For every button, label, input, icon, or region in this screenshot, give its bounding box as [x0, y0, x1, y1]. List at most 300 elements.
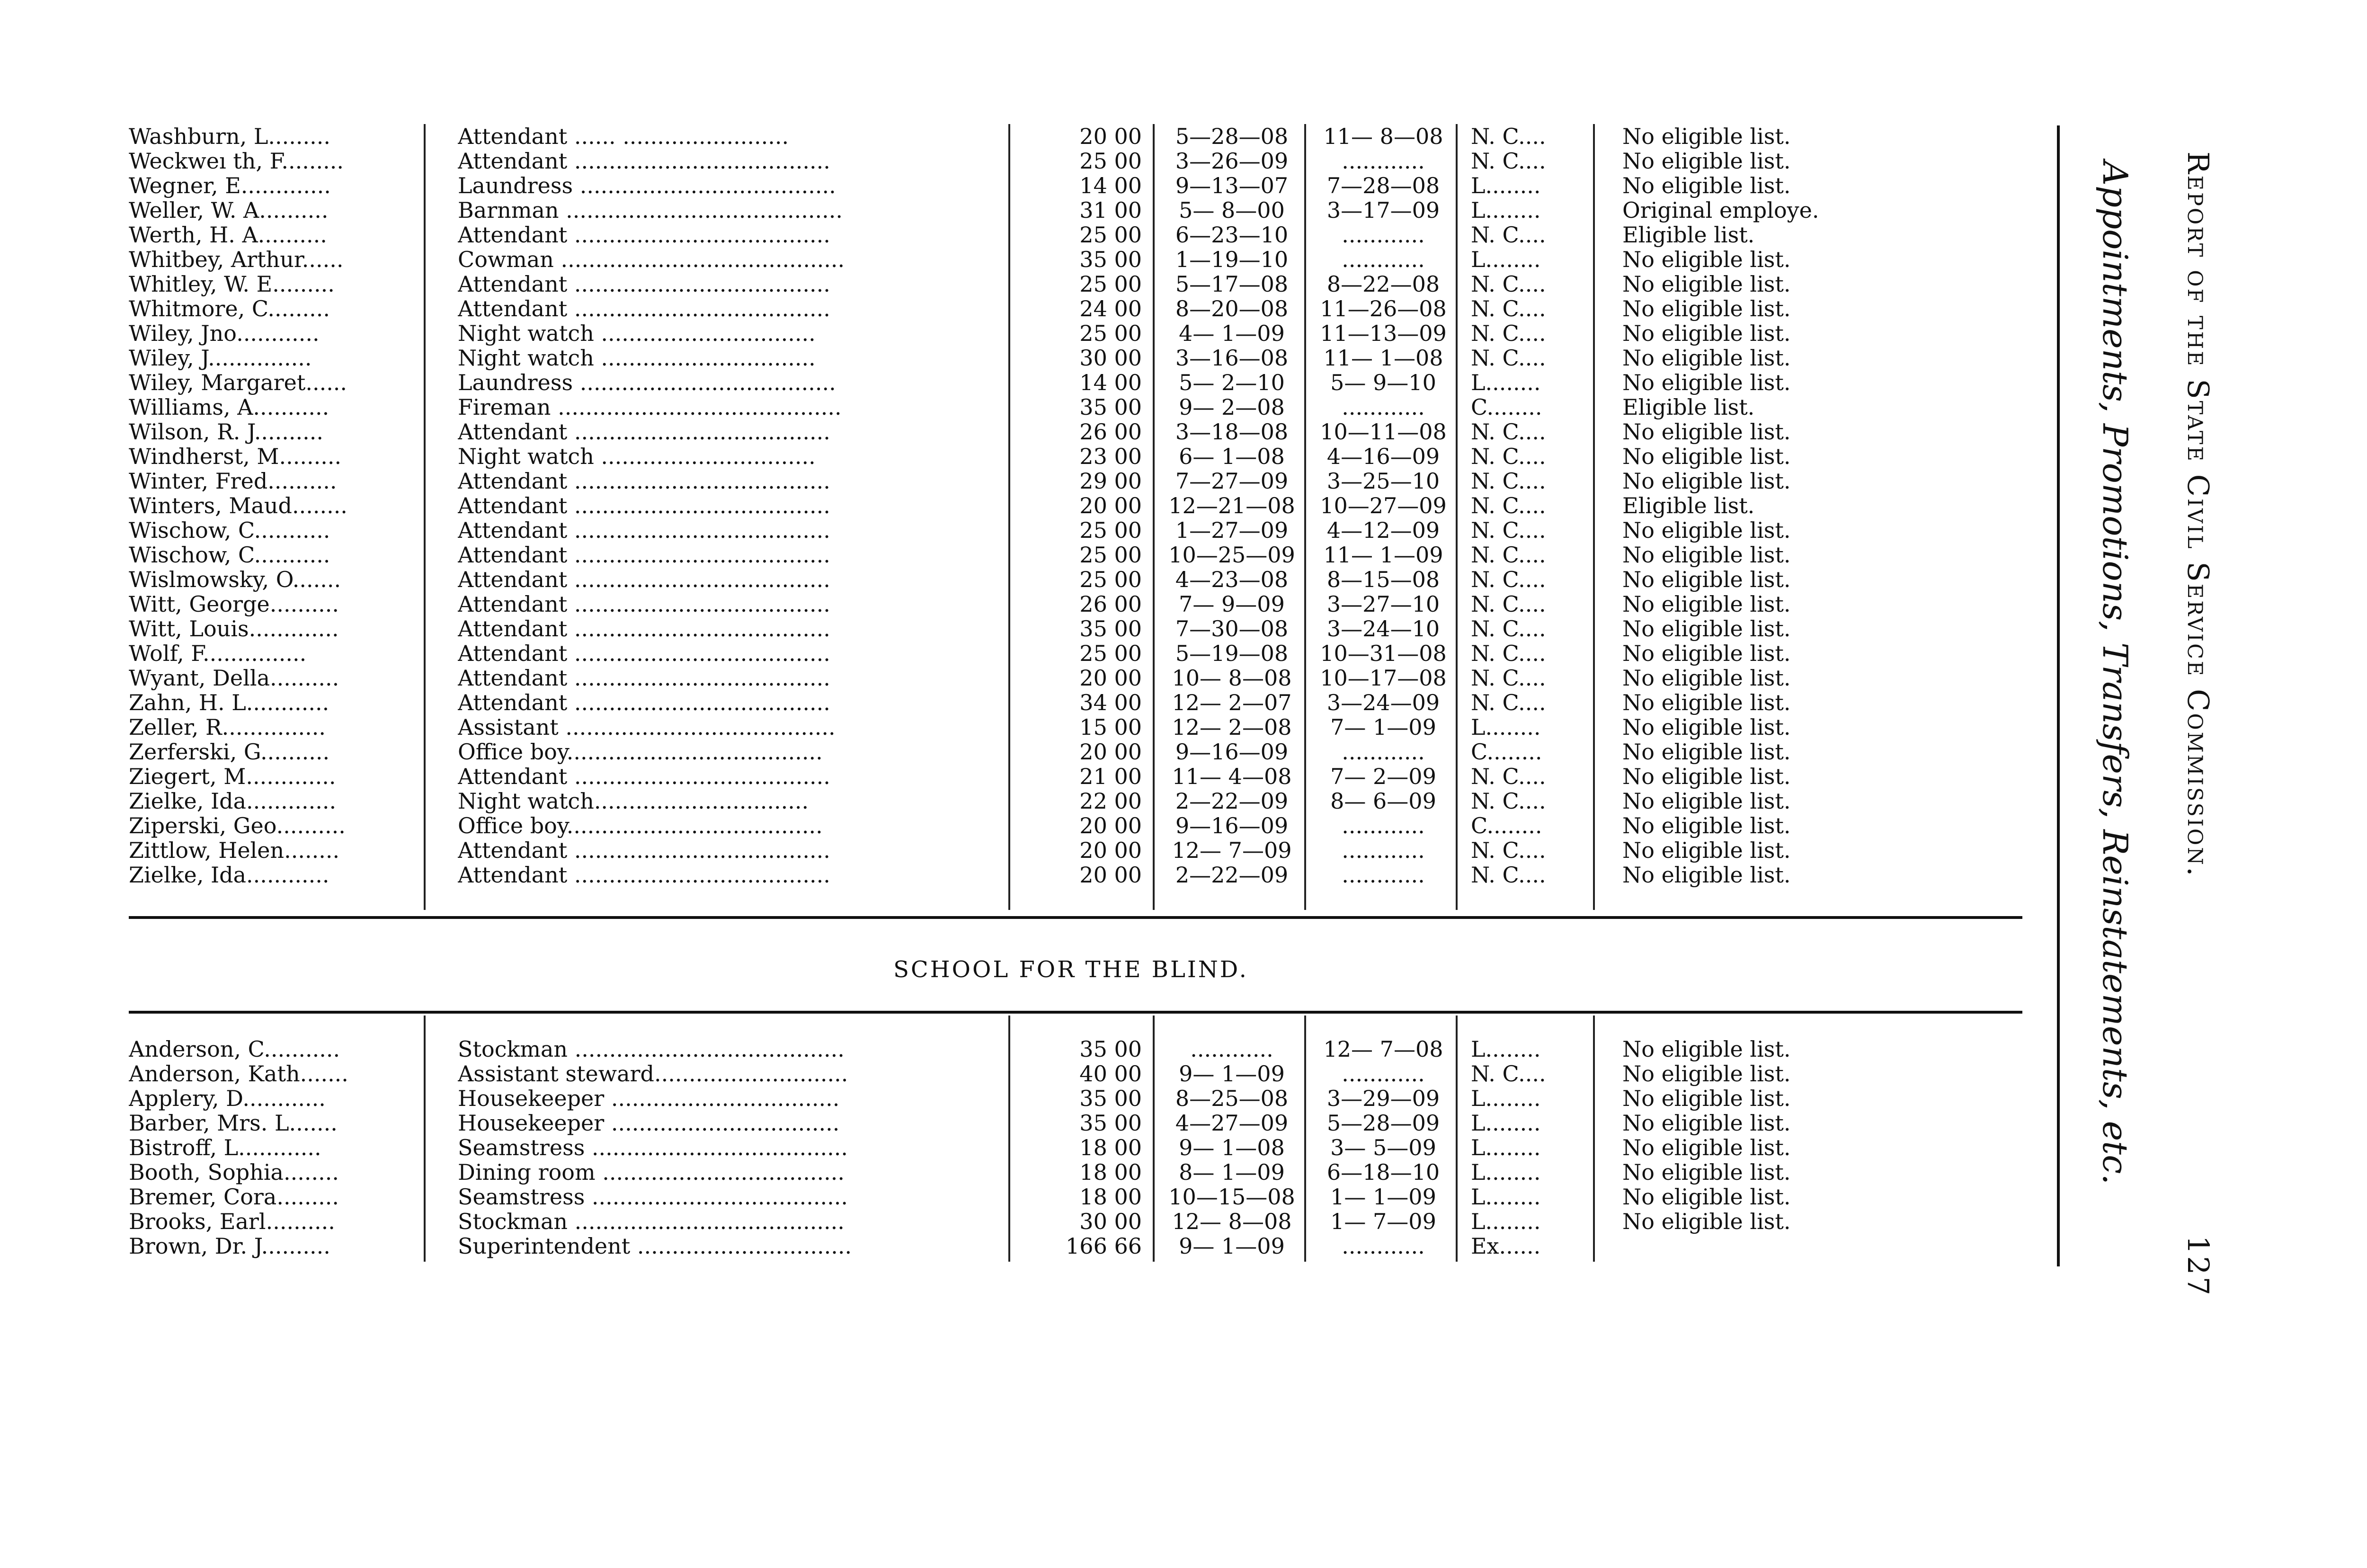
appointment-date-cell: 5—28—08: [1175, 124, 1289, 149]
employee-name-cell: Zittlow, Helen........: [129, 838, 340, 863]
remarks-cell: Eligible list.: [1622, 395, 1755, 419]
table-row: [124, 124, 2018, 149]
employee-name-cell: Whitbey, Arthur......: [129, 247, 344, 272]
table-row: [124, 1209, 2018, 1234]
position-cell: Housekeeper .................................: [458, 1111, 840, 1135]
employee-name-cell: Wolf, F...............: [129, 641, 307, 666]
appointment-date-cell: 1—19—10: [1175, 247, 1289, 272]
position-cell: Laundress .....................................: [458, 370, 836, 395]
appointment-date-cell: 7— 9—09: [1179, 592, 1285, 616]
status-code-cell: L........: [1471, 1160, 1541, 1185]
status-code-cell: N. C....: [1471, 838, 1546, 863]
salary-cell: 14 00: [1079, 370, 1142, 395]
separation-date-cell: 8—15—08: [1326, 567, 1440, 592]
table-row: [124, 419, 2018, 444]
remarks-cell: No eligible list.: [1622, 764, 1791, 789]
salary-cell: 35 00: [1079, 616, 1142, 641]
position-cell: Cowman .........................................: [458, 247, 845, 272]
status-code-cell: L........: [1471, 1209, 1541, 1234]
employee-name-cell: Weller, W. A..........: [129, 198, 329, 223]
separation-date-cell: ............: [1342, 247, 1425, 272]
status-code-cell: N. C....: [1471, 1061, 1546, 1086]
status-code-cell: L........: [1471, 1037, 1541, 1061]
appointment-date-cell: 4—23—08: [1175, 567, 1289, 592]
employee-name-cell: Zielke, Ida.............: [129, 789, 337, 813]
employee-name-cell: Wislmowsky, O.......: [129, 567, 341, 592]
position-cell: Fireman .........................................: [458, 395, 842, 419]
column-rule: [424, 124, 426, 910]
employee-name-cell: Washburn, L.........: [129, 124, 331, 149]
position-cell: Attendant .....................................: [458, 592, 830, 616]
appointment-date-cell: 3—26—09: [1175, 149, 1289, 173]
status-code-cell: L........: [1471, 370, 1541, 395]
employee-name-cell: Anderson, Kath.......: [129, 1061, 348, 1086]
remarks-cell: No eligible list.: [1622, 272, 1791, 296]
salary-cell: 20 00: [1079, 838, 1142, 863]
column-rule: [1008, 1016, 1010, 1262]
separation-date-cell: 3—27—10: [1326, 592, 1440, 616]
position-cell: Laundress .....................................: [458, 173, 836, 198]
position-cell: Attendant .....................................: [458, 149, 830, 173]
table-row: [124, 1234, 2018, 1258]
remarks-cell: No eligible list.: [1622, 1160, 1791, 1185]
separation-date-cell: 8— 6—09: [1330, 789, 1436, 813]
separation-date-cell: ............: [1342, 395, 1425, 419]
table-row: [124, 592, 2018, 616]
employee-name-cell: Zeller, R...............: [129, 715, 326, 739]
column-rule: [1593, 1016, 1595, 1262]
appointment-date-cell: 10—15—08: [1168, 1185, 1295, 1209]
table-row: [124, 641, 2018, 666]
table-row: [124, 1061, 2018, 1086]
appointment-date-cell: 6— 1—08: [1179, 444, 1285, 469]
appointment-date-cell: 3—16—08: [1175, 346, 1289, 370]
appointment-date-cell: 12— 2—08: [1172, 715, 1292, 739]
position-cell: Night watch ...............................: [458, 321, 816, 346]
position-cell: Stockman .......................................: [458, 1037, 845, 1061]
status-code-cell: N. C....: [1471, 469, 1546, 493]
remarks-cell: No eligible list.: [1622, 1209, 1791, 1234]
separation-date-cell: ............: [1342, 739, 1425, 764]
position-cell: Attendant .....................................: [458, 419, 830, 444]
remarks-cell: No eligible list.: [1622, 296, 1791, 321]
status-code-cell: C........: [1471, 739, 1542, 764]
table-row: [124, 518, 2018, 543]
separation-date-cell: 3—25—10: [1326, 469, 1440, 493]
salary-cell: 25 00: [1079, 321, 1142, 346]
employee-name-cell: Booth, Sophia........: [129, 1160, 339, 1185]
salary-cell: 25 00: [1079, 567, 1142, 592]
status-code-cell: L........: [1471, 1185, 1541, 1209]
salary-cell: 34 00: [1079, 690, 1142, 715]
appointment-date-cell: 2—22—09: [1175, 863, 1289, 887]
remarks-cell: No eligible list.: [1622, 444, 1791, 469]
appointment-date-cell: ............: [1190, 1037, 1273, 1061]
appointment-date-cell: 10— 8—08: [1172, 666, 1292, 690]
remarks-cell: No eligible list.: [1622, 321, 1791, 346]
column-rule: [1304, 1016, 1306, 1262]
salary-cell: 20 00: [1079, 124, 1142, 149]
status-code-cell: N. C....: [1471, 543, 1546, 567]
status-code-cell: N. C....: [1471, 124, 1546, 149]
appointment-date-cell: 5— 2—10: [1179, 370, 1285, 395]
employee-name-cell: Whitmore, C.........: [129, 296, 330, 321]
remarks-cell: No eligible list.: [1622, 543, 1791, 567]
employee-name-cell: Wischow, C...........: [129, 543, 330, 567]
status-code-cell: N. C....: [1471, 863, 1546, 887]
table-row: [124, 444, 2018, 469]
position-cell: Office boy.....................................: [458, 813, 823, 838]
employee-name-cell: Wiley, Margaret......: [129, 370, 347, 395]
salary-cell: 14 00: [1079, 173, 1142, 198]
appointment-date-cell: 9— 1—09: [1179, 1061, 1285, 1086]
status-code-cell: N. C....: [1471, 272, 1546, 296]
status-code-cell: L........: [1471, 173, 1541, 198]
appointments-table-main: [124, 124, 2018, 887]
table-row: [124, 1037, 2018, 1061]
remarks-cell: No eligible list.: [1622, 124, 1791, 149]
running-subtitle: Appointments, Promotions, Transfers, Reinstatements, etc.: [2095, 161, 2135, 1185]
salary-cell: 25 00: [1079, 641, 1142, 666]
column-rule: [1153, 1016, 1155, 1262]
employee-name-cell: Wegner, E.............: [129, 173, 331, 198]
table-row: [124, 1086, 2018, 1111]
position-cell: Night watch...............................: [458, 789, 809, 813]
employee-name-cell: Zerferski, G..........: [129, 739, 330, 764]
column-rule: [1304, 124, 1306, 910]
remarks-cell: No eligible list.: [1622, 1086, 1791, 1111]
position-cell: Housekeeper .................................: [458, 1086, 840, 1111]
salary-cell: 24 00: [1079, 296, 1142, 321]
table-row: [124, 616, 2018, 641]
remarks-cell: No eligible list.: [1622, 518, 1791, 543]
employee-name-cell: Ziperski, Geo..........: [129, 813, 346, 838]
separation-date-cell: 1— 1—09: [1330, 1185, 1436, 1209]
position-cell: Attendant .....................................: [458, 641, 830, 666]
separation-date-cell: 10—27—09: [1320, 493, 1447, 518]
remarks-cell: No eligible list.: [1622, 419, 1791, 444]
appointment-date-cell: 9— 1—09: [1179, 1234, 1285, 1258]
appointment-date-cell: 8—20—08: [1175, 296, 1289, 321]
position-cell: Barnman ........................................: [458, 198, 843, 223]
separation-date-cell: ............: [1342, 813, 1425, 838]
position-cell: Attendant .....................................: [458, 616, 830, 641]
appointment-date-cell: 7—27—09: [1175, 469, 1289, 493]
appointment-date-cell: 4—27—09: [1175, 1111, 1289, 1135]
status-code-cell: N. C....: [1471, 666, 1546, 690]
status-code-cell: N. C....: [1471, 419, 1546, 444]
remarks-cell: No eligible list.: [1622, 149, 1791, 173]
table-row: [124, 321, 2018, 346]
position-cell: Attendant .....................................: [458, 518, 830, 543]
table-row: [124, 1135, 2018, 1160]
position-cell: Attendant ...... ........................: [458, 124, 789, 149]
table-row: [124, 247, 2018, 272]
position-cell: Attendant .....................................: [458, 764, 830, 789]
employee-name-cell: Brooks, Earl..........: [129, 1209, 335, 1234]
salary-cell: 30 00: [1079, 346, 1142, 370]
employee-name-cell: Ziegert, M.............: [129, 764, 336, 789]
table-row: [124, 296, 2018, 321]
appointment-date-cell: 6—23—10: [1175, 223, 1289, 247]
status-code-cell: C........: [1471, 395, 1542, 419]
position-cell: Attendant .....................................: [458, 690, 830, 715]
separation-date-cell: 10—17—08: [1320, 666, 1447, 690]
section-title: SCHOOL FOR THE BLIND.: [893, 956, 1248, 983]
status-code-cell: N. C....: [1471, 149, 1546, 173]
table-row: [124, 863, 2018, 887]
remarks-cell: No eligible list.: [1622, 863, 1791, 887]
table-row: [124, 1160, 2018, 1185]
appointment-date-cell: 3—18—08: [1175, 419, 1289, 444]
column-rule: [1008, 124, 1010, 910]
separation-date-cell: ............: [1342, 838, 1425, 863]
status-code-cell: Ex......: [1471, 1234, 1541, 1258]
separation-date-cell: 12— 7—08: [1323, 1037, 1443, 1061]
table-row: [124, 469, 2018, 493]
appointment-date-cell: 9—13—07: [1175, 173, 1289, 198]
appointment-date-cell: 9—16—09: [1175, 739, 1289, 764]
status-code-cell: N. C....: [1471, 444, 1546, 469]
table-row: [124, 223, 2018, 247]
appointment-date-cell: 12— 7—09: [1172, 838, 1292, 863]
salary-cell: 20 00: [1079, 666, 1142, 690]
table-row: [124, 395, 2018, 419]
separation-date-cell: ............: [1342, 149, 1425, 173]
table-row: [124, 149, 2018, 173]
salary-cell: 26 00: [1079, 419, 1142, 444]
position-cell: Superintendent ...............................: [458, 1234, 852, 1258]
separation-date-cell: 3—29—09: [1326, 1086, 1440, 1111]
employee-name-cell: Wiley, Jno............: [129, 321, 320, 346]
status-code-cell: L........: [1471, 715, 1541, 739]
remarks-cell: No eligible list.: [1622, 370, 1791, 395]
appointment-date-cell: 10—25—09: [1168, 543, 1295, 567]
table-row: [124, 838, 2018, 863]
column-rule: [1456, 124, 1458, 910]
appointment-date-cell: 9— 1—08: [1179, 1135, 1285, 1160]
status-code-cell: N. C....: [1471, 518, 1546, 543]
remarks-cell: No eligible list.: [1622, 346, 1791, 370]
status-code-cell: C........: [1471, 813, 1542, 838]
table-row: [124, 666, 2018, 690]
salary-cell: 21 00: [1079, 764, 1142, 789]
salary-cell: 25 00: [1079, 223, 1142, 247]
table-row: [124, 1185, 2018, 1209]
status-code-cell: N. C....: [1471, 321, 1546, 346]
remarks-cell: No eligible list.: [1622, 813, 1791, 838]
table-row: [124, 272, 2018, 296]
status-code-cell: L........: [1471, 1111, 1541, 1135]
position-cell: Attendant .....................................: [458, 567, 830, 592]
separation-date-cell: 11— 1—08: [1323, 346, 1443, 370]
salary-cell: 31 00: [1079, 198, 1142, 223]
separation-date-cell: 7— 1—09: [1330, 715, 1436, 739]
table-row: [124, 715, 2018, 739]
table-row: [124, 789, 2018, 813]
separation-date-cell: ............: [1342, 863, 1425, 887]
position-cell: Attendant .....................................: [458, 469, 830, 493]
salary-cell: 20 00: [1079, 493, 1142, 518]
salary-cell: 18 00: [1079, 1135, 1142, 1160]
remarks-cell: No eligible list.: [1622, 715, 1791, 739]
position-cell: Attendant .....................................: [458, 543, 830, 567]
separation-date-cell: 4—16—09: [1326, 444, 1440, 469]
appointment-date-cell: 8—25—08: [1175, 1086, 1289, 1111]
status-code-cell: N. C....: [1471, 690, 1546, 715]
remarks-cell: No eligible list.: [1622, 739, 1791, 764]
employee-name-cell: Wyant, Della..........: [129, 666, 339, 690]
salary-cell: 35 00: [1079, 247, 1142, 272]
table-row: [124, 543, 2018, 567]
position-cell: Attendant .....................................: [458, 223, 830, 247]
remarks-cell: No eligible list.: [1622, 616, 1791, 641]
employee-name-cell: Williams, A...........: [129, 395, 329, 419]
position-cell: Attendant .....................................: [458, 838, 830, 863]
separation-date-cell: 5—28—09: [1326, 1111, 1440, 1135]
salary-cell: 20 00: [1079, 813, 1142, 838]
appointment-date-cell: 1—27—09: [1175, 518, 1289, 543]
appointment-date-cell: 4— 1—09: [1179, 321, 1285, 346]
section-rule-bottom: [129, 1011, 2022, 1014]
position-cell: Attendant .....................................: [458, 493, 830, 518]
status-code-cell: N. C....: [1471, 592, 1546, 616]
status-code-cell: L........: [1471, 198, 1541, 223]
separation-date-cell: 4—12—09: [1326, 518, 1440, 543]
separation-date-cell: 11—26—08: [1320, 296, 1447, 321]
table-row: [124, 198, 2018, 223]
remarks-cell: No eligible list.: [1622, 1061, 1791, 1086]
section-rule-top: [129, 916, 2022, 919]
position-cell: Attendant .....................................: [458, 666, 830, 690]
remarks-cell: No eligible list.: [1622, 641, 1791, 666]
status-code-cell: N. C....: [1471, 567, 1546, 592]
position-cell: Night watch ...............................: [458, 346, 816, 370]
employee-name-cell: Witt, George..........: [129, 592, 339, 616]
table-row: [124, 1111, 2018, 1135]
position-cell: Assistant steward............................: [458, 1061, 848, 1086]
column-rule: [1456, 1016, 1458, 1262]
column-rule: [424, 1016, 426, 1262]
position-cell: Office boy.....................................: [458, 739, 823, 764]
separation-date-cell: 5— 9—10: [1330, 370, 1436, 395]
appointment-date-cell: 8— 1—09: [1179, 1160, 1285, 1185]
separation-date-cell: 6—18—10: [1326, 1160, 1440, 1185]
status-code-cell: L........: [1471, 1135, 1541, 1160]
position-cell: Attendant .....................................: [458, 272, 830, 296]
salary-cell: 23 00: [1079, 444, 1142, 469]
remarks-cell: No eligible list.: [1622, 1037, 1791, 1061]
remarks-cell: Eligible list.: [1622, 493, 1755, 518]
employee-name-cell: Whitley, W. E.........: [129, 272, 335, 296]
employee-name-cell: Wiley, J...............: [129, 346, 312, 370]
running-header: [2149, 151, 2216, 1297]
employee-name-cell: Bremer, Cora.........: [129, 1185, 339, 1209]
remarks-cell: No eligible list.: [1622, 173, 1791, 198]
status-code-cell: N. C....: [1471, 346, 1546, 370]
employee-name-cell: Wilson, R. J..........: [129, 419, 324, 444]
status-code-cell: N. C....: [1471, 223, 1546, 247]
header-rule: [2057, 125, 2060, 1266]
remarks-cell: No eligible list.: [1622, 592, 1791, 616]
remarks-cell: No eligible list.: [1622, 690, 1791, 715]
remarks-cell: No eligible list.: [1622, 567, 1791, 592]
status-code-cell: N. C....: [1471, 764, 1546, 789]
separation-date-cell: 10—11—08: [1320, 419, 1447, 444]
salary-cell: 35 00: [1079, 1086, 1142, 1111]
position-cell: Seamstress .....................................: [458, 1135, 848, 1160]
salary-cell: 25 00: [1079, 543, 1142, 567]
remarks-cell: No eligible list.: [1622, 1135, 1791, 1160]
salary-cell: 166 66: [1066, 1234, 1142, 1258]
salary-cell: 40 00: [1079, 1061, 1142, 1086]
position-cell: Seamstress .....................................: [458, 1185, 848, 1209]
appointment-date-cell: 11— 4—08: [1172, 764, 1292, 789]
appointment-date-cell: 12— 2—07: [1172, 690, 1292, 715]
separation-date-cell: 3— 5—09: [1330, 1135, 1436, 1160]
appointment-date-cell: 12— 8—08: [1172, 1209, 1292, 1234]
employee-name-cell: Werth, H. A..........: [129, 223, 327, 247]
remarks-cell: Original employe.: [1622, 198, 1819, 223]
page-number: 127: [2181, 1235, 2216, 1297]
salary-cell: 30 00: [1079, 1209, 1142, 1234]
salary-cell: 15 00: [1079, 715, 1142, 739]
salary-cell: 25 00: [1079, 272, 1142, 296]
employee-name-cell: Bistroff, L............: [129, 1135, 321, 1160]
separation-date-cell: 3—24—09: [1326, 690, 1440, 715]
separation-date-cell: 11— 8—08: [1323, 124, 1443, 149]
table-row: [124, 493, 2018, 518]
remarks-cell: No eligible list.: [1622, 1185, 1791, 1209]
salary-cell: 35 00: [1079, 395, 1142, 419]
separation-date-cell: 10—31—08: [1320, 641, 1447, 666]
status-code-cell: N. C....: [1471, 789, 1546, 813]
salary-cell: 29 00: [1079, 469, 1142, 493]
remarks-cell: No eligible list.: [1622, 1111, 1791, 1135]
employee-name-cell: Anderson, C...........: [129, 1037, 340, 1061]
separation-date-cell: 3—17—09: [1326, 198, 1440, 223]
position-cell: Stockman .......................................: [458, 1209, 845, 1234]
employee-name-cell: Weckweı th, F.........: [129, 149, 344, 173]
column-rule: [1153, 124, 1155, 910]
report-title: Report of the State Civil Service Commission.: [2181, 151, 2216, 878]
table-row: [124, 690, 2018, 715]
status-code-cell: L........: [1471, 1086, 1541, 1111]
separation-date-cell: ............: [1342, 223, 1425, 247]
table-row: [124, 813, 2018, 838]
remarks-cell: No eligible list.: [1622, 247, 1791, 272]
separation-date-cell: ............: [1342, 1061, 1425, 1086]
remarks-cell: No eligible list.: [1622, 666, 1791, 690]
appointment-date-cell: 5—17—08: [1175, 272, 1289, 296]
status-code-cell: N. C....: [1471, 641, 1546, 666]
employee-name-cell: Zielke, Ida............: [129, 863, 329, 887]
appointment-date-cell: 2—22—09: [1175, 789, 1289, 813]
employee-name-cell: Windherst, M.........: [129, 444, 342, 469]
separation-date-cell: 7— 2—09: [1330, 764, 1436, 789]
salary-cell: 35 00: [1079, 1037, 1142, 1061]
separation-date-cell: 7—28—08: [1326, 173, 1440, 198]
table-row: [124, 370, 2018, 395]
employee-name-cell: Wischow, C...........: [129, 518, 330, 543]
status-code-cell: L........: [1471, 247, 1541, 272]
separation-date-cell: 11—13—09: [1320, 321, 1447, 346]
separation-date-cell: 1— 7—09: [1330, 1209, 1436, 1234]
appointment-date-cell: 5— 8—00: [1179, 198, 1285, 223]
status-code-cell: N. C....: [1471, 493, 1546, 518]
appointment-date-cell: 7—30—08: [1175, 616, 1289, 641]
employee-name-cell: Applery, D............: [129, 1086, 326, 1111]
